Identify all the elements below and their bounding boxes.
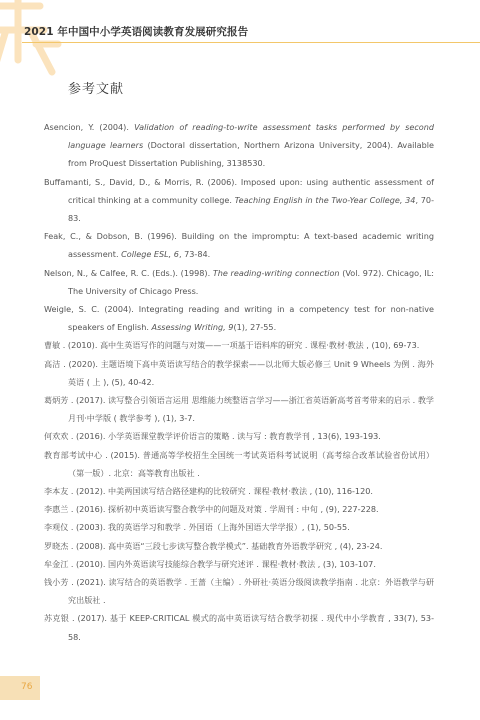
reference-item: [44, 500, 434, 518]
reference-item: [44, 573, 434, 609]
reference-text: 罗晓杰 . (2008). 高中英语“三段七步读写整合教学模式”. 基础教育外语教学研究 , (4), 23-24.: [44, 540, 383, 551]
reference-italic: Teaching English in the Two-Year College, 34: [234, 194, 416, 205]
reference-item: [44, 446, 434, 482]
reference-italic: Assessing Writing, 9: [151, 322, 234, 333]
reference-item: [44, 227, 434, 263]
reference-italic: College ESL, 6: [121, 249, 179, 260]
reference-text: 教育部考试中心 . (2015). 普通高等学校招生全国统一考试英语科考试说明（高考综合改革试验省份试用）（第一版）. 北京：高等教育出版社 .: [44, 449, 434, 478]
report-header-title: 2021 年中国中小学英语阅读教育发展研究报告: [24, 26, 249, 38]
reference-text: , 73-84.: [178, 249, 211, 260]
reference-item: [44, 555, 434, 573]
reference-text: 曹敏 . (2010). 高中生英语写作的问题与对策——一项基于语料库的研究 . 课程·教材·教法 , (10), 69-73.: [44, 340, 420, 351]
reference-list: [44, 118, 434, 646]
reference-item: [44, 609, 434, 645]
reference-item: [44, 300, 434, 336]
reference-text: Buffamanti, S., David, D., & Morris, R. (2006). Imposed upon: using authentic assessment of critical thinking at a community college.: [44, 176, 434, 205]
reference-text: 牟金江 . (2010). 国内外英语读写技能综合教学与研究述评 . 课程·教材·教法 , (3), 103-107.: [44, 558, 376, 569]
reference-item: [44, 264, 434, 300]
reference-item: [44, 482, 434, 500]
reference-text: , 70-83.: [68, 194, 434, 224]
reference-text: 苏克银 . (2017). 基于 KEEP-CRITICAL 模式的高中英语读写结合教学初探 . 现代中小学教育 , 33(7), 53-58.: [44, 613, 434, 642]
section-title: 参考文献: [68, 82, 125, 97]
reference-text: Feak, C., & Dobson, B. (1996). Building on the impromptu: A text-based academic writing assessment.: [44, 231, 434, 260]
reference-text: 何欢欢 . (2016). 小学英语课堂教学评价语言的策略 . 读与写 : 教育教学刊 , 13(6), 193-193.: [44, 431, 381, 442]
corner-decoration: [0, 0, 62, 80]
page-number-tab: [0, 676, 40, 700]
header-divider: [22, 42, 480, 43]
reference-item: [44, 336, 434, 354]
reference-text: 李惠兰 . (2016). 探析初中英语读写整合教学中的问题及对策 . 学周刊 : 中旬 , (9), 227-228.: [44, 504, 379, 515]
reference-text: 李观仪 . (2003). 我的英语学习和教学 . 外国语（上海外国语大学学报）, (1), 50-55.: [44, 522, 350, 533]
reference-italic: Validation of reading-to-write assessment tasks performed by second language learners: [68, 122, 434, 151]
reference-text: Asencion, Y. (2004).: [44, 122, 135, 132]
reference-text: 钱小芳 . (2021). 读写结合的英语教学 . 王蔷（主编）. 外研社·英语分级阅读教学指南 . 北京：外语教学与研究出版社 .: [44, 577, 434, 606]
reference-text: (Doctoral dissertation, Northern Arizona University, 2004). Available from ProQuest Dissertation Publishing, 3138530.: [68, 140, 434, 169]
reference-item: [44, 355, 434, 391]
reference-italic: The reading-writing connection: [212, 267, 340, 278]
reference-text: 李本友 . (2012). 中美两国读写结合路径建构的比较研究 . 课程·教材·教法 , (10), 116-120.: [44, 486, 373, 497]
reference-text: (1), 27-55.: [233, 322, 277, 333]
reference-text: 高洁 . (2020). 主题语境下高中英语读写结合的教学探索——以北师大版必修三 Unit 9 Wheels 为例 . 海外英语 ( 上 ), (5), 40-42.: [44, 358, 434, 387]
reference-text: Weigle, S. C. (2004). Integrating reading and writing in a competency test for non-native speakers of English.: [44, 304, 434, 333]
reference-item: [44, 173, 434, 228]
reference-item: [44, 427, 434, 445]
reference-text: (Vol. 972). Chicago, IL: The University of Chicago Press.: [68, 267, 434, 296]
reference-text: 葛炳芳 . (2017). 读写整合引领语言运用 思维能力统整语言学习——浙江省英语新高考首考带来的启示 . 教学月刊·中学版 ( 教学参考 ), (1), 3-7.: [44, 395, 435, 424]
reference-item: [44, 518, 434, 536]
reference-text: Nelson, N., & Calfee, R. C. (Eds.). (1998).: [44, 267, 213, 278]
reference-item: [44, 537, 434, 555]
reference-item: [44, 391, 434, 427]
reference-item: [44, 118, 434, 173]
page-number: 76: [21, 682, 33, 692]
